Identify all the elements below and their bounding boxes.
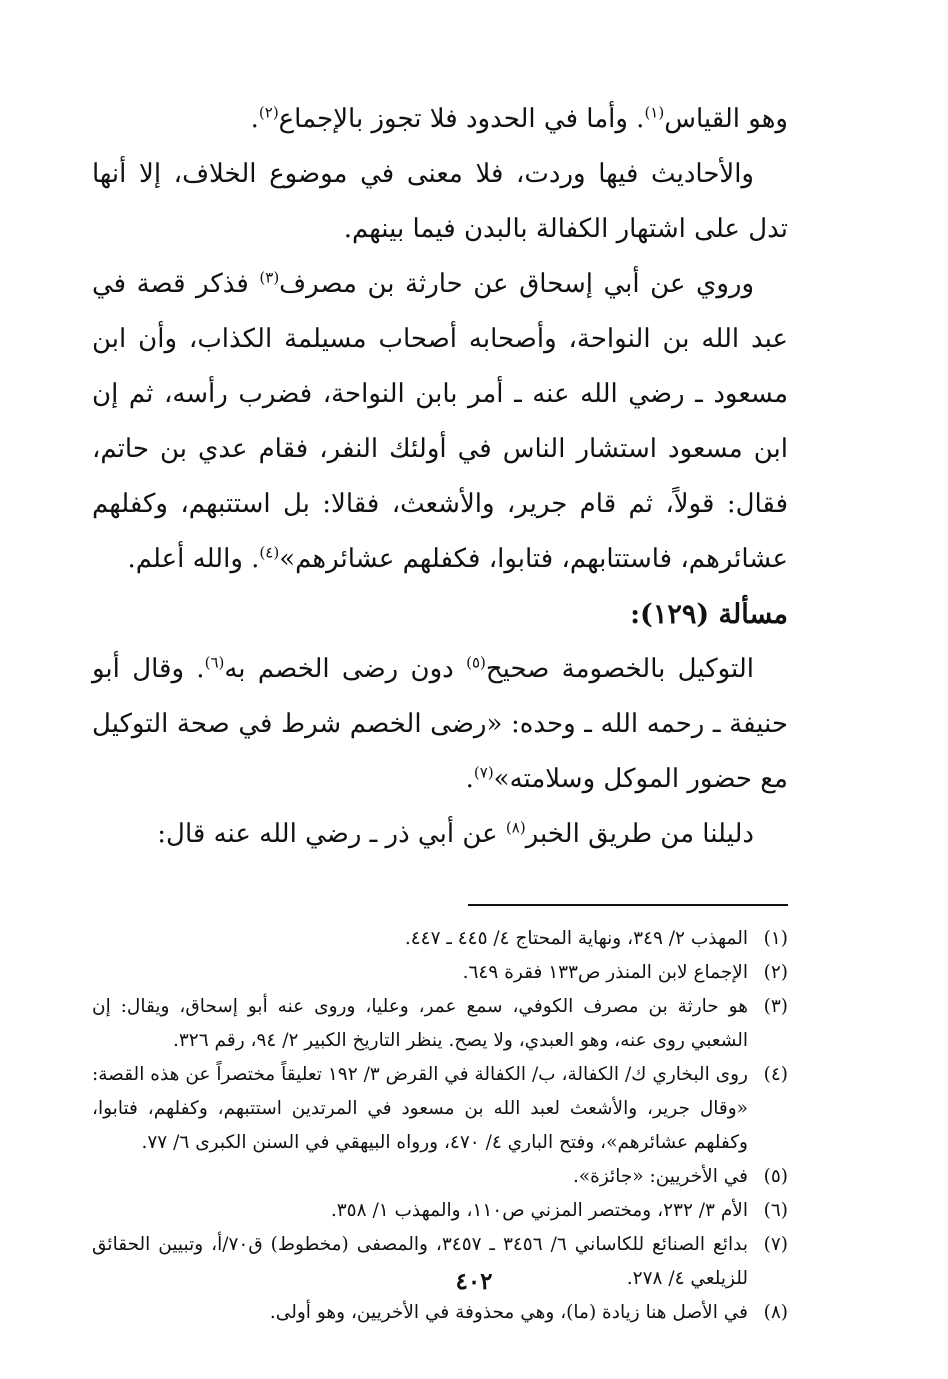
footnote-text: في الأخريين: «جائزة». [572, 1166, 748, 1187]
footnote-ref-5[interactable]: (٥) [466, 653, 486, 672]
paragraph-3-text-c: . والله أعلم. [127, 544, 260, 574]
main-text [92, 92, 788, 862]
footnote-text: هو حارثة بن مصرف الكوفي، سمع عمر، وعليا، وروى عنه أبو إسحاق، ويقال: إن الشعبي روى عنه، وهو العبدي، ولا يصح. ينظر التاريخ الكبير ٢/ ٩٤، رقم ٣٢٦. [92, 996, 748, 1051]
footnote-number: (٧) [763, 1234, 788, 1255]
footnote-text: بدائع الصنائع للكاساني ٦/ ٣٤٥٦ ـ ٣٤٥٧، والمصفى (مخطوط) ق٧٠/أ، وتبيين الحقائق للزيلعي ٤/ ٢٧٨. [92, 1234, 749, 1289]
paragraph-1-text-a: وهو القياس [664, 104, 788, 134]
paragraph-4-text-a: التوكيل بالخصومة صحيح [485, 654, 755, 684]
paragraph-4 [92, 642, 788, 807]
footnote-text: الإجماع لابن المنذر ص١٣٣ فقرة ٦٤٩. [462, 962, 748, 983]
footnote-4 [92, 1058, 788, 1160]
footnote-8 [92, 1296, 788, 1330]
footnote-6 [92, 1194, 788, 1228]
footnote-2 [92, 956, 788, 990]
paragraph-2: والأحاديث فيها وردت، فلا معنى في موضوع الخلاف، إلا أنها تدل على اشتهار الكفالة بالبدن فيما بينهم. [92, 159, 788, 244]
footnote-divider [468, 904, 788, 906]
footnote-ref-1[interactable]: (١) [644, 103, 665, 122]
paragraph-1-text-b: . وأما في الحدود فلا تجوز بالإجماع [278, 104, 645, 134]
paragraph-5 [92, 807, 788, 862]
footnote-number: (٦) [763, 1200, 788, 1221]
footnote-text: روى البخاري ك/ الكفالة، ب/ الكفالة في القرض ٣/ ١٩٢ تعليقاً مختصراً عن هذه القصة: «وقال جرير، والأشعث لعبد الله بن مسعود في المرتدين استتبهم، وكفلهم، فتابوا، وكفلهم عشائرهم»، وفتح الباري ٤/ ٤٧٠، ورواه البيهقي في السنن الكبرى ٦/ ٧٧. [92, 1064, 749, 1153]
footnote-ref-7[interactable]: (٧) [473, 763, 494, 782]
footnote-ref-2[interactable]: (٢) [258, 103, 279, 122]
footnote-text: الأم ٣/ ٢٣٢، ومختصر المزني ص١١٠، والمهذب ١/ ٣٥٨. [330, 1200, 748, 1221]
section-heading: مسألة (١٢٩): [630, 599, 788, 630]
paragraph-3-text-a: وروي عن أبي إسحاق عن حارثة بن مصرف [279, 269, 755, 299]
footnote-5 [92, 1160, 788, 1194]
footnote-number: (٥) [763, 1166, 788, 1187]
footnote-1 [92, 922, 788, 956]
paragraph-5-text-a: دليلنا من طريق الخبر [525, 819, 754, 849]
footnote-text: في الأصل هنا زيادة (ما)، وهي محذوفة في الأخريين، وهو أولى. [269, 1302, 748, 1323]
footnote-ref-6[interactable]: (٦) [204, 653, 225, 672]
paragraph-3-text-b: فذكر قصة في عبد الله بن النواحة، وأصحابه أصحاب مسيلمة الكذاب، وأن ابن مسعود ـ رضي الله عنه ـ أمر بابن النواحة، فضرب رأسه، ثم إن ابن مسعود استشار الناس في أولئك النفر، فقام عدي بن حاتم، فقال: قولاً، ثم قام جرير، والأشعث، فقالا: بل استتبهم، وكفلهم عشائرهم، فاستتابهم، فتابوا، فكفلهم عشائرهم» [92, 269, 788, 574]
paragraph-3 [92, 257, 788, 587]
paragraph-1-text-c: . [250, 104, 259, 134]
paragraph-4-text-b: دون رضى الخصم به [224, 654, 467, 684]
paragraph-5-text-b: عن أبي ذر ـ رضي الله عنه قال: [157, 819, 506, 849]
footnote-ref-8[interactable]: (٨) [505, 818, 526, 837]
footnote-number: (٢) [763, 962, 788, 983]
footnote-3 [92, 990, 788, 1058]
paragraph-1 [92, 92, 788, 147]
footnote-ref-4[interactable]: (٤) [259, 543, 280, 562]
footnote-number: (٤) [763, 1064, 788, 1085]
page-number: ٤٠٢ [455, 1268, 493, 1295]
footnote-text: المهذب ٢/ ٣٤٩، ونهاية المحتاج ٤/ ٤٤٥ ـ ٤٤٧. [404, 928, 748, 949]
footnote-number: (٣) [763, 996, 788, 1017]
footnote-number: (١) [763, 928, 788, 949]
paragraph-4-text-d: . [465, 764, 474, 794]
paragraph-4-text-c: . وقال أبو حنيفة ـ رحمه الله ـ وحده: «رضى الخصم شرط في صحة التوكيل مع حضور الموكل وسلامته» [92, 654, 788, 794]
footnote-ref-3[interactable]: (٣) [259, 268, 280, 287]
footnote-number: (٨) [763, 1302, 788, 1323]
